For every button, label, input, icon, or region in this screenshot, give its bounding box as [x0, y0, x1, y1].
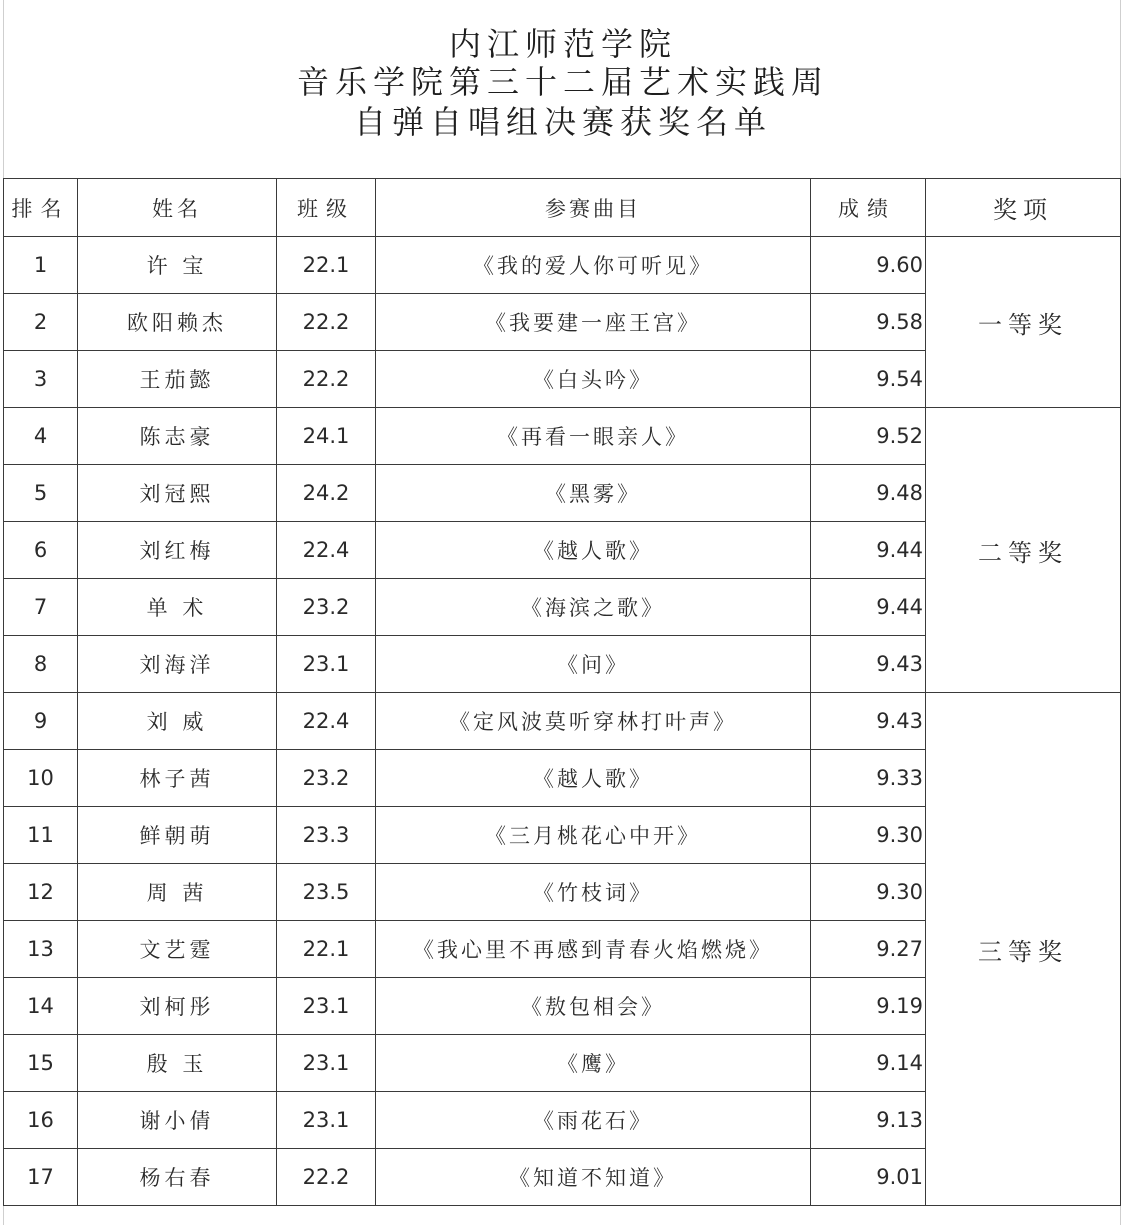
- cell-name: 欧阳赖杰: [78, 294, 277, 351]
- cell-song: 《知道不知道》: [376, 1149, 811, 1206]
- cell-class: 22.1: [277, 237, 376, 294]
- cell-score: 9.01: [811, 1149, 926, 1206]
- cell-score: 9.27: [811, 921, 926, 978]
- cell-song: 《三月桃花心中开》: [376, 807, 811, 864]
- cell-class: 23.1: [277, 1092, 376, 1149]
- cell-award: 二等奖: [926, 408, 1121, 693]
- cell-name: 刘红梅: [78, 522, 277, 579]
- cell-name: 单 术: [78, 579, 277, 636]
- cell-class: 22.2: [277, 294, 376, 351]
- cell-score: 9.54: [811, 351, 926, 408]
- cell-rank: 13: [4, 921, 78, 978]
- cell-name: 林子茜: [78, 750, 277, 807]
- cell-song: 《越人歌》: [376, 750, 811, 807]
- cell-class: 22.2: [277, 1149, 376, 1206]
- cell-score: 9.19: [811, 978, 926, 1035]
- cell-name: 王茄懿: [78, 351, 277, 408]
- cell-song: 《雨花石》: [376, 1092, 811, 1149]
- cell-name: 陈志豪: [78, 408, 277, 465]
- cell-class: 22.2: [277, 351, 376, 408]
- cell-award: 三等奖: [926, 693, 1121, 1206]
- cell-class: 22.1: [277, 921, 376, 978]
- cell-class: 23.2: [277, 579, 376, 636]
- cell-score: 9.43: [811, 693, 926, 750]
- header-row: [4, 179, 1121, 237]
- cell-score: 9.30: [811, 807, 926, 864]
- table-row: [4, 237, 1121, 294]
- cell-class: 22.4: [277, 522, 376, 579]
- cell-score: 9.13: [811, 1092, 926, 1149]
- cell-score: 9.14: [811, 1035, 926, 1092]
- cell-song: 《再看一眼亲人》: [376, 408, 811, 465]
- cell-song: 《定风波莫听穿林打叶声》: [376, 693, 811, 750]
- cell-class: 24.2: [277, 465, 376, 522]
- cell-score: 9.44: [811, 522, 926, 579]
- cell-rank: 11: [4, 807, 78, 864]
- cell-song: 《敖包相会》: [376, 978, 811, 1035]
- cell-rank: 9: [4, 693, 78, 750]
- cell-name: 刘冠熙: [78, 465, 277, 522]
- cell-name: 殷 玉: [78, 1035, 277, 1092]
- header-name: 姓名: [78, 179, 277, 237]
- cell-class: 23.5: [277, 864, 376, 921]
- cell-name: 许 宝: [78, 237, 277, 294]
- cell-class: 24.1: [277, 408, 376, 465]
- cell-class: 22.4: [277, 693, 376, 750]
- cell-song: 《越人歌》: [376, 522, 811, 579]
- cell-rank: 17: [4, 1149, 78, 1206]
- cell-name: 鲜朝萌: [78, 807, 277, 864]
- cell-rank: 15: [4, 1035, 78, 1092]
- header-score: 成绩: [811, 179, 926, 237]
- cell-song: 《竹枝词》: [376, 864, 811, 921]
- cell-rank: 7: [4, 579, 78, 636]
- title-list: 自弹自唱组决赛获奖名单: [353, 103, 772, 141]
- cell-rank: 14: [4, 978, 78, 1035]
- cell-score: 9.43: [811, 636, 926, 693]
- cell-score: 9.52: [811, 408, 926, 465]
- cell-score: 9.33: [811, 750, 926, 807]
- cell-rank: 2: [4, 294, 78, 351]
- cell-rank: 6: [4, 522, 78, 579]
- title-school: 内江师范学院: [448, 25, 677, 63]
- cell-song: 《我心里不再感到青春火焰燃烧》: [376, 921, 811, 978]
- cell-name: 刘海洋: [78, 636, 277, 693]
- cell-song: 《鹰》: [376, 1035, 811, 1092]
- results-table: [3, 178, 1121, 1206]
- cell-class: 23.1: [277, 1035, 376, 1092]
- cell-name: 杨右春: [78, 1149, 277, 1206]
- cell-song: 《我要建一座王宫》: [376, 294, 811, 351]
- cell-score: 9.44: [811, 579, 926, 636]
- cell-class: 23.1: [277, 636, 376, 693]
- cell-rank: 8: [4, 636, 78, 693]
- cell-score: 9.48: [811, 465, 926, 522]
- title-event: 音乐学院第三十二届艺术实践周: [296, 63, 829, 101]
- header-rank: 排名: [4, 179, 78, 237]
- cell-song: 《海滨之歌》: [376, 579, 811, 636]
- cell-rank: 3: [4, 351, 78, 408]
- table-row: [4, 693, 1121, 750]
- cell-score: 9.30: [811, 864, 926, 921]
- cell-song: 《问》: [376, 636, 811, 693]
- cell-award: 一等奖: [926, 237, 1121, 408]
- cell-song: 《黑雾》: [376, 465, 811, 522]
- cell-rank: 12: [4, 864, 78, 921]
- cell-score: 9.58: [811, 294, 926, 351]
- cell-song: 《白头吟》: [376, 351, 811, 408]
- cell-score: 9.60: [811, 237, 926, 294]
- cell-class: 23.1: [277, 978, 376, 1035]
- cell-song: 《我的爱人你可听见》: [376, 237, 811, 294]
- header-award: 奖项: [926, 179, 1121, 237]
- cell-rank: 16: [4, 1092, 78, 1149]
- cell-rank: 10: [4, 750, 78, 807]
- cell-class: 23.2: [277, 750, 376, 807]
- cell-name: 刘 威: [78, 693, 277, 750]
- cell-class: 23.3: [277, 807, 376, 864]
- header-song: 参赛曲目: [376, 179, 811, 237]
- cell-rank: 5: [4, 465, 78, 522]
- table-row: [4, 408, 1121, 465]
- cell-rank: 1: [4, 237, 78, 294]
- cell-name: 刘柯彤: [78, 978, 277, 1035]
- cell-rank: 4: [4, 408, 78, 465]
- header-class: 班级: [277, 179, 376, 237]
- cell-name: 谢小倩: [78, 1092, 277, 1149]
- cell-name: 周 茜: [78, 864, 277, 921]
- cell-name: 文艺霆: [78, 921, 277, 978]
